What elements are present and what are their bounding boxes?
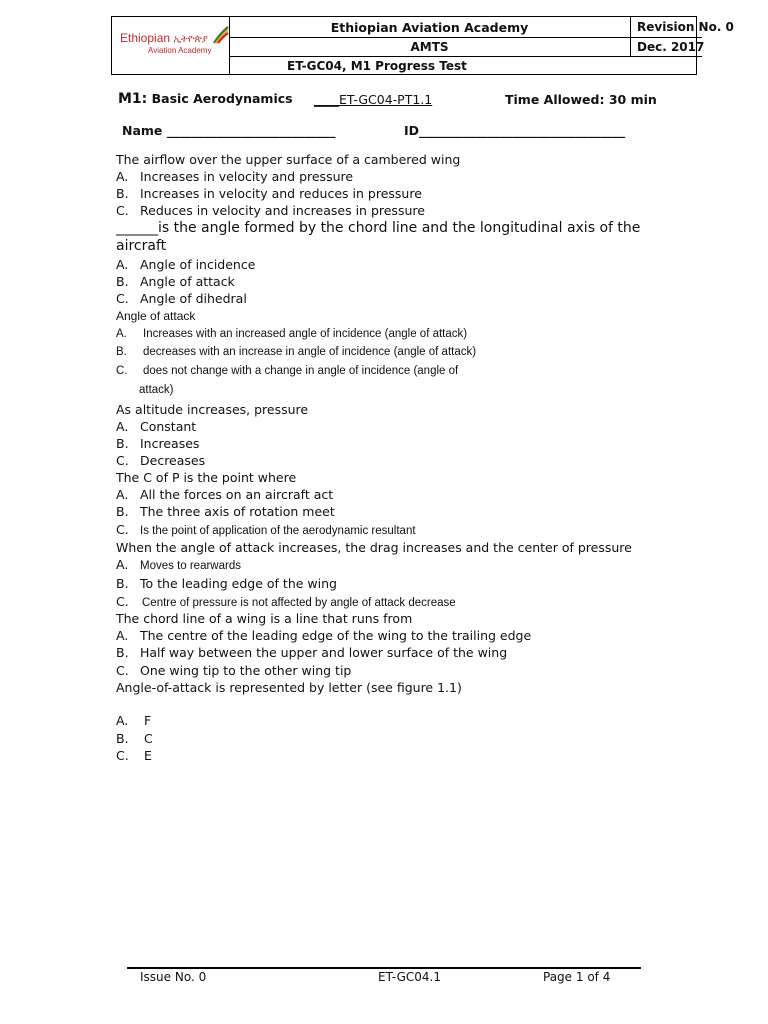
option-7a[interactable]: A. The centre of the leading edge of the wing to the trailing edge: [116, 628, 532, 643]
id-field: ID_________________________________: [404, 123, 626, 138]
option-8a[interactable]: A. F: [116, 713, 152, 728]
module-line: [118, 91, 293, 107]
question-8: Angle-of-attack is represented by letter (see figure 1.1): [116, 680, 462, 695]
ethiopian-logo: [120, 31, 211, 55]
revision-number: Revision No. 0: [631, 17, 702, 38]
question-1: The airflow over the upper surface of a cambered wing: [116, 152, 461, 167]
logo-amharic-text: ኢትዮጵያ: [173, 34, 208, 45]
option-2c[interactable]: C. Angle of dihedral: [116, 291, 247, 306]
test-code: ____ET-GC04-PT1.1: [314, 92, 433, 107]
option-1a[interactable]: A. Increases in velocity and pressure: [116, 169, 354, 184]
option-1c[interactable]: C. Reduces in velocity and increases in pressure: [116, 203, 425, 218]
option-4c[interactable]: C. Decreases: [116, 453, 206, 468]
option-3c[interactable]: C. does not change with a change in angle of incidence (angle of: [116, 365, 459, 377]
option-5a[interactable]: A. All the forces on an aircraft act: [116, 487, 334, 502]
logo-subtitle: Aviation Academy: [148, 46, 212, 55]
option-7c[interactable]: C. One wing tip to the other wing tip: [116, 663, 352, 678]
question-6: When the angle of attack increases, the drag increases and the center of pressure: [116, 540, 632, 555]
document-header-table: [111, 16, 734, 75]
footer-issue: Issue No. 0: [140, 970, 207, 984]
option-8c[interactable]: C. E: [116, 748, 152, 763]
option-6a[interactable]: A. Moves to rearwards: [116, 557, 241, 572]
issue-date: Dec. 2017: [631, 37, 702, 57]
org-name: Ethiopian Aviation Academy: [229, 17, 631, 38]
footer-page: Page 1 of 4: [543, 970, 611, 984]
test-title: ET-GC04, M1 Progress Test: [287, 58, 467, 73]
name-field: Name ___________________________: [122, 123, 336, 138]
option-3a[interactable]: A. Increases with an increased angle of incidence (angle of attack): [116, 328, 468, 340]
option-4b[interactable]: B. Increases: [116, 436, 200, 451]
option-8b[interactable]: B. C: [116, 731, 153, 746]
time-allowed: Time Allowed: 30 min: [505, 92, 657, 107]
question-7: The chord line of a wing is a line that runs from: [116, 611, 413, 626]
logo-emblem-icon: [212, 25, 230, 45]
footer-code: ET-GC04.1: [378, 970, 441, 984]
option-4a[interactable]: A. Constant: [116, 419, 197, 434]
option-2b[interactable]: B. Angle of attack: [116, 274, 235, 289]
option-1b[interactable]: B. Increases in velocity and reduces in pressure: [116, 186, 422, 201]
question-2-line-2: aircraft: [116, 238, 167, 254]
footer-rule: [127, 967, 641, 969]
module-name: Basic Aerodynamics: [147, 91, 293, 106]
option-7b[interactable]: B. Half way between the upper and lower surface of the wing: [116, 645, 508, 660]
option-2a[interactable]: A. Angle of incidence: [116, 257, 256, 272]
option-3b[interactable]: B. decreases with an increase in angle of incidence (angle of attack): [116, 346, 477, 358]
department: AMTS: [229, 37, 631, 57]
module-code: M1:: [118, 91, 148, 107]
question-2-line-1: ______is the angle formed by the chord line and the longitudinal axis of the: [116, 220, 641, 236]
logo-text: Ethiopian: [120, 31, 171, 45]
option-6c[interactable]: C. Centre of pressure is not affected by angle of attack decrease: [116, 594, 456, 609]
question-4: As altitude increases, pressure: [116, 402, 309, 417]
option-3c-continuation: attack): [139, 384, 174, 396]
option-5b[interactable]: B. The three axis of rotation meet: [116, 504, 335, 519]
option-6b[interactable]: B. To the leading edge of the wing: [116, 576, 337, 591]
question-5: The C of P is the point where: [116, 470, 297, 485]
option-5c[interactable]: C. Is the point of application of the aerodynamic resultant: [116, 522, 416, 537]
logo-cell: [112, 17, 230, 74]
question-3: Angle of attack: [116, 309, 196, 323]
